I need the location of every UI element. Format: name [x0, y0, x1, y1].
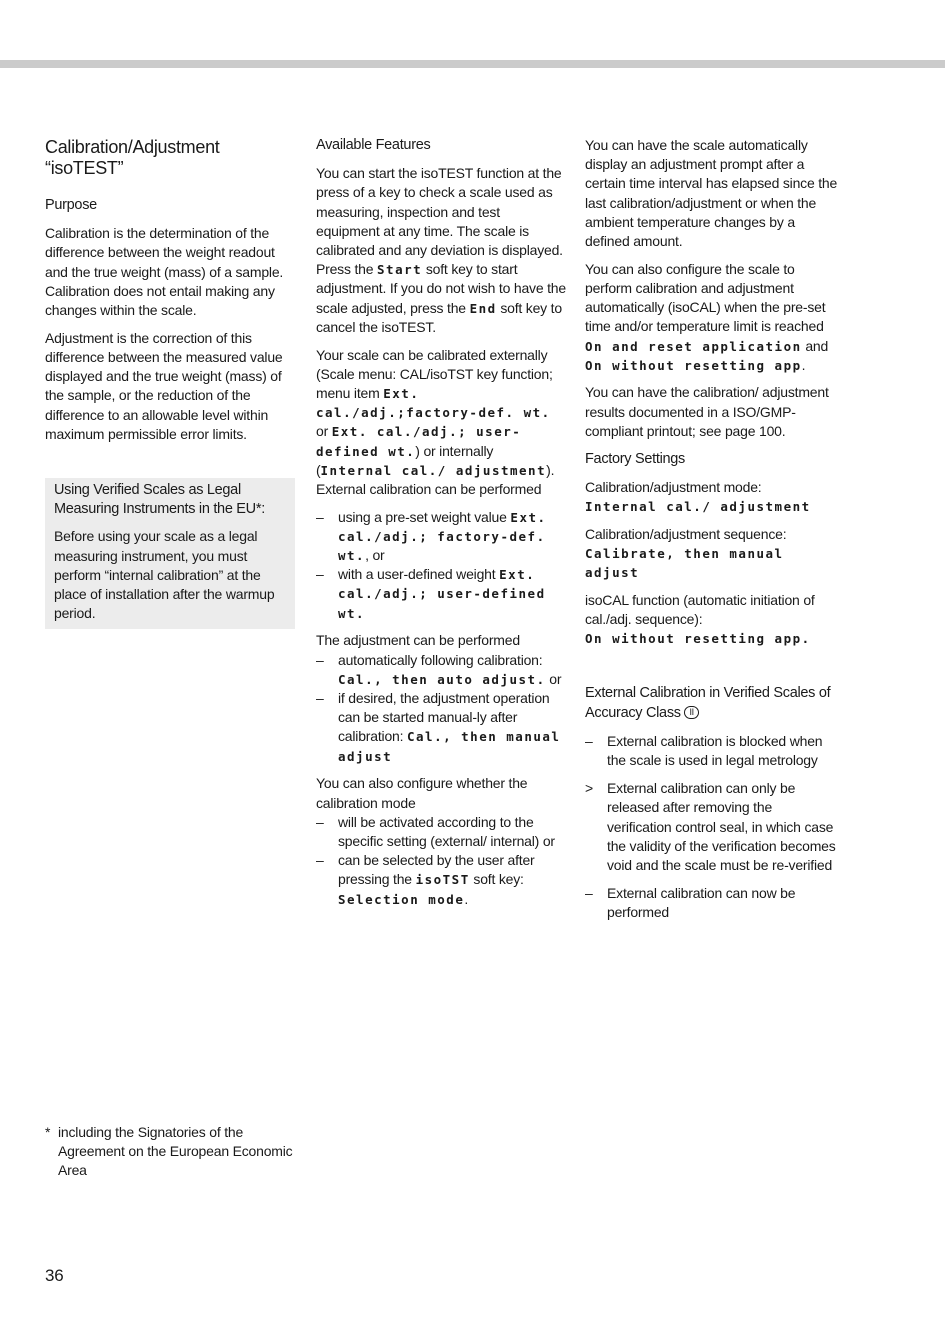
- printout-paragraph: You can have the calibration/ adjustment results documented in a ISO/GMP-compliant printout; see page 100.: [585, 384, 829, 439]
- list-item: – External calibration can now be performed: [585, 885, 796, 921]
- factory-settings-heading: Factory Settings: [585, 450, 685, 467]
- purpose-heading: Purpose: [45, 197, 97, 213]
- calibration-mode-paragraph: You can also configure whether the calibration mode: [316, 775, 528, 811]
- adjustment-prompt-paragraph: You can have the scale automatically display an adjustment prompt after a certain time interval has elapsed since the last calibration/adjustment or when the ambient temperature changes by a defined amount.: [585, 137, 838, 250]
- list-item: – will be activated according to the specific setting (external/ internal) or: [316, 813, 555, 849]
- external-calibration-bullets: [585, 732, 840, 923]
- adjustment-list: [316, 651, 566, 766]
- list-item: – using a pre-set weight value Ext. cal./adj.; factory-def. wt., or: [316, 508, 547, 564]
- column-left: [45, 136, 295, 629]
- list-item: > External calibration can only be released after removing the verification control seal, in which case the validity of the verification becomes void and the scale must be re-verified: [585, 780, 836, 873]
- features-heading: Available Features: [316, 137, 431, 153]
- calibration-definition: Calibration is the determination of the difference between the weight readout and the true weight (mass) of a sample. Calibration does not entail making any changes within the scale.: [45, 225, 284, 319]
- external-calibration-list: [316, 508, 566, 623]
- isotest-paragraph: You can start the isoTEST function at the press of a key to check a scale used as measuring, inspection and test equipment at any time. The scale is calibrated and any deviation is displayed. Press the Start soft key to start adjustment. If you do not wish to have the scale adjusted, press the End soft key to cancel the isoTEST.: [316, 165, 566, 335]
- top-rule: [0, 60, 945, 68]
- list-item: – External calibration is blocked when the scale is used in legal metrology: [585, 732, 823, 768]
- factory-setting-isocal: isoCAL function (automatic initiation of cal./adj. sequence): On without resetting app.: [585, 591, 815, 647]
- calibration-mode-list: [316, 813, 566, 909]
- page-number: 36: [45, 1266, 64, 1285]
- column-right: [585, 136, 840, 931]
- column-middle: [316, 136, 566, 917]
- start-softkey: Start: [377, 262, 423, 278]
- factory-setting-mode: Calibration/adjustment mode: Internal cal./ adjustment: [585, 478, 811, 514]
- calibration-options-paragraph: Your scale can be calibrated externally (Scale menu: CAL/isoTST key function; menu item Ext. cal./adj.;factory-def. wt. or Ext. cal./adj.; user-defined wt.) or internally (Internal cal./ adjustment). External calibration can be performed: [316, 346, 555, 497]
- list-item: – can be selected by the user after pressing the isoTST soft key: Selection mode.: [316, 852, 535, 907]
- box-heading: Using Verified Scales as Legal Measuring Instruments in the EU*:: [54, 481, 265, 518]
- factory-setting-sequence: Calibration/adjustment sequence: Calibrate, then manual adjust: [585, 525, 787, 581]
- adjustment-definition: Adjustment is the correction of this difference between the measured value displayed and the true weight (mass) of the sample, or the reduction of the difference to an allowable level within maximum permissible error limits.: [45, 329, 283, 442]
- external-calibration-heading: External Calibration in Verified Scales of Accuracy Class II: [585, 685, 831, 721]
- footnote: * including the Signatories of the Agreement on the European Economic Area: [45, 1124, 293, 1179]
- isocal-paragraph: You can also configure the scale to perform calibration and adjustment automatically (isoCAL) when the pre-set time and/or temperature limit is reached On and reset application and On without resetting app.: [585, 260, 829, 373]
- isotst-softkey: isoTST: [415, 872, 470, 888]
- accuracy-class-badge: II: [684, 706, 698, 719]
- box-text: Before using your scale as a legal measuring instrument, you must perform “internal calibration” at the place of installation after the warmup period.: [54, 528, 275, 622]
- section-title: Calibration/Adjustment “isoTEST”: [45, 137, 220, 178]
- verified-scales-box: [45, 478, 295, 629]
- list-item: – automatically following calibration: Cal., then auto adjust. or: [316, 651, 562, 687]
- list-item: – if desired, the adjustment operation can be started manual-ly after calibration: Cal., then manual adjust: [316, 689, 561, 764]
- adjustment-paragraph: The adjustment can be performed: [316, 632, 520, 649]
- list-item: – with a user-defined weight Ext. cal./adj.; user-defined wt.: [316, 566, 546, 621]
- end-softkey: End: [469, 300, 497, 316]
